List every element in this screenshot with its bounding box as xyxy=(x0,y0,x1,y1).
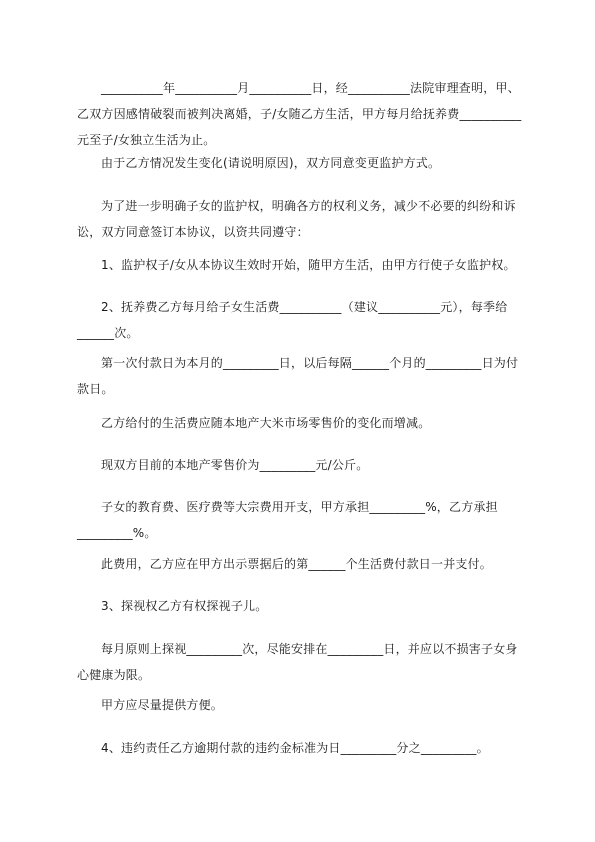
paragraph-custody: 1、监护权子/女从本协议生效时开始，随甲方生活，由甲方行使子女监护权。 xyxy=(101,258,516,272)
paragraph-judgment: __________年__________月__________日，经__________法院审理查明，甲、乙双方因感情破裂而被判决离婚，子/女随乙方生活，甲方每月给抚养费__________元至子/女独立生活为止。 xyxy=(77,81,522,147)
paragraph-current-price: 现双方目前的本地产零售价为_________元/公斤。 xyxy=(101,458,369,472)
paragraph-purpose: 为了进一步明确子女的监护权，明确各方的权利义务，减少不必要的纠纷和诉讼，双方同意签订本协议，以资共同遵守： xyxy=(77,199,516,239)
paragraph-price-adjust: 乙方给付的生活费应随本地产大米市场零售价的变化而增减。 xyxy=(101,416,431,430)
paragraph-support-fee: 2、抚养费乙方每月给子女生活费__________（建议__________元），每季给______次。 xyxy=(77,300,508,340)
paragraph-major-expenses: 子女的教育费、医疗费等大宗费用开支，甲方承担_________%，乙方承担_________%。 xyxy=(77,500,498,540)
paragraph-convenience: 甲方应尽量提供方便。 xyxy=(101,698,224,712)
paragraph-visitation: 3、探视权乙方有权探视子儿。 xyxy=(101,599,268,613)
paragraph-breach-liability: 4、违约责任乙方逾期付款的违约金标准为日_________分之_________。 xyxy=(101,741,489,755)
paragraph-visitation-schedule: 每月原则上探视_________次，尽能安排在_________日，并应以不损害子女身心健康为限。 xyxy=(77,642,518,682)
paragraph-payment-date: 第一次付款日为本月的_________日，以后每隔______个月的_________日为付款日。 xyxy=(77,356,519,396)
paragraph-expense-payment: 此费用，乙方应在甲方出示票据后的第______个生活费付款日一并支付。 xyxy=(101,557,493,571)
paragraph-change-reason: 由于乙方情况发生变化(请说明原因)，双方同意变更监护方式。 xyxy=(101,156,441,170)
